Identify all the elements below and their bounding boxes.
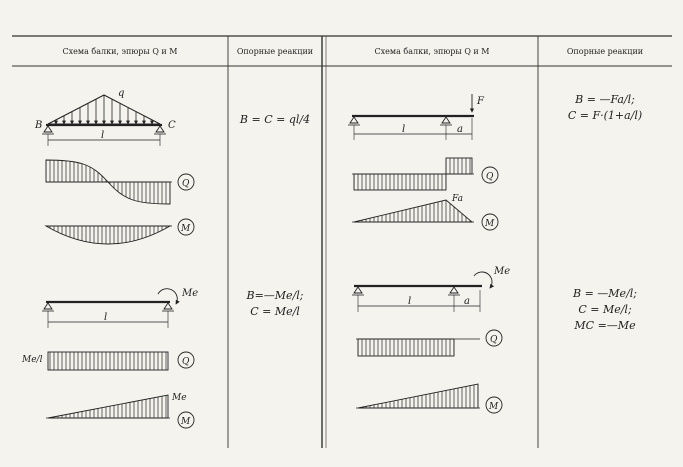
case3-reaction-line: C = Me/l xyxy=(250,305,300,318)
case4-reactions xyxy=(538,286,672,334)
case3-reaction-line: B=—Me/l; xyxy=(246,289,304,302)
case1-reaction-line: B = C = ql/4 xyxy=(239,113,311,126)
case3-reactions xyxy=(228,288,322,320)
case4-reaction-line: MC =—Me xyxy=(574,319,636,332)
case2-reaction-line: B = —Fa/l; xyxy=(575,93,635,106)
case1-right-label: C xyxy=(168,120,176,131)
case3-moment-peak-label: Me xyxy=(172,393,187,403)
case1-load-label: q xyxy=(118,88,125,99)
case4-beam-diagram xyxy=(352,272,502,413)
header-reactions-right: Опорные реакции xyxy=(566,46,644,56)
case4-moment-label: Me xyxy=(494,266,511,277)
case1-left-label: B xyxy=(35,120,43,131)
case2-m-label: M xyxy=(485,219,495,229)
case4-reaction-line: C = Me/l; xyxy=(578,303,632,316)
case4-reaction-line: B = —Me/l; xyxy=(573,287,637,300)
case1-beam-diagram xyxy=(42,95,194,244)
case4-overhang-label: a xyxy=(464,296,470,307)
case4-span-label: l xyxy=(408,296,412,307)
case2-q-label: Q xyxy=(486,172,494,182)
header-scheme-right: Схема балки, эпюры Q и M xyxy=(374,46,490,56)
case3-moment-label: Me xyxy=(182,288,199,299)
case1-span-label: l xyxy=(101,130,105,141)
case3-m-label: M xyxy=(181,417,191,427)
case1-m-label: M xyxy=(181,224,191,234)
case4-q-label: Q xyxy=(490,335,498,345)
case1-q-label: Q xyxy=(182,179,190,189)
case3-q-value-label: Me/l xyxy=(22,355,43,365)
case2-load-label: F xyxy=(477,96,484,107)
case2-reactions xyxy=(538,92,672,124)
header-scheme-left: Схема балки, эпюры Q и M xyxy=(62,46,178,56)
case2-moment-peak-label: Fa xyxy=(452,194,463,204)
case3-q-label: Q xyxy=(182,357,190,367)
case2-span-label: l xyxy=(402,124,406,135)
header-reactions-left: Опорные реакции xyxy=(236,46,314,56)
case2-overhang-label: a xyxy=(457,124,463,135)
case2-reaction-line: C = F·(1+a/l) xyxy=(567,109,643,122)
case3-span-label: l xyxy=(104,312,108,323)
case1-reactions xyxy=(228,112,322,128)
case3-beam-diagram xyxy=(42,289,194,428)
case4-m-label: M xyxy=(489,402,499,412)
case2-beam-diagram xyxy=(348,94,498,230)
